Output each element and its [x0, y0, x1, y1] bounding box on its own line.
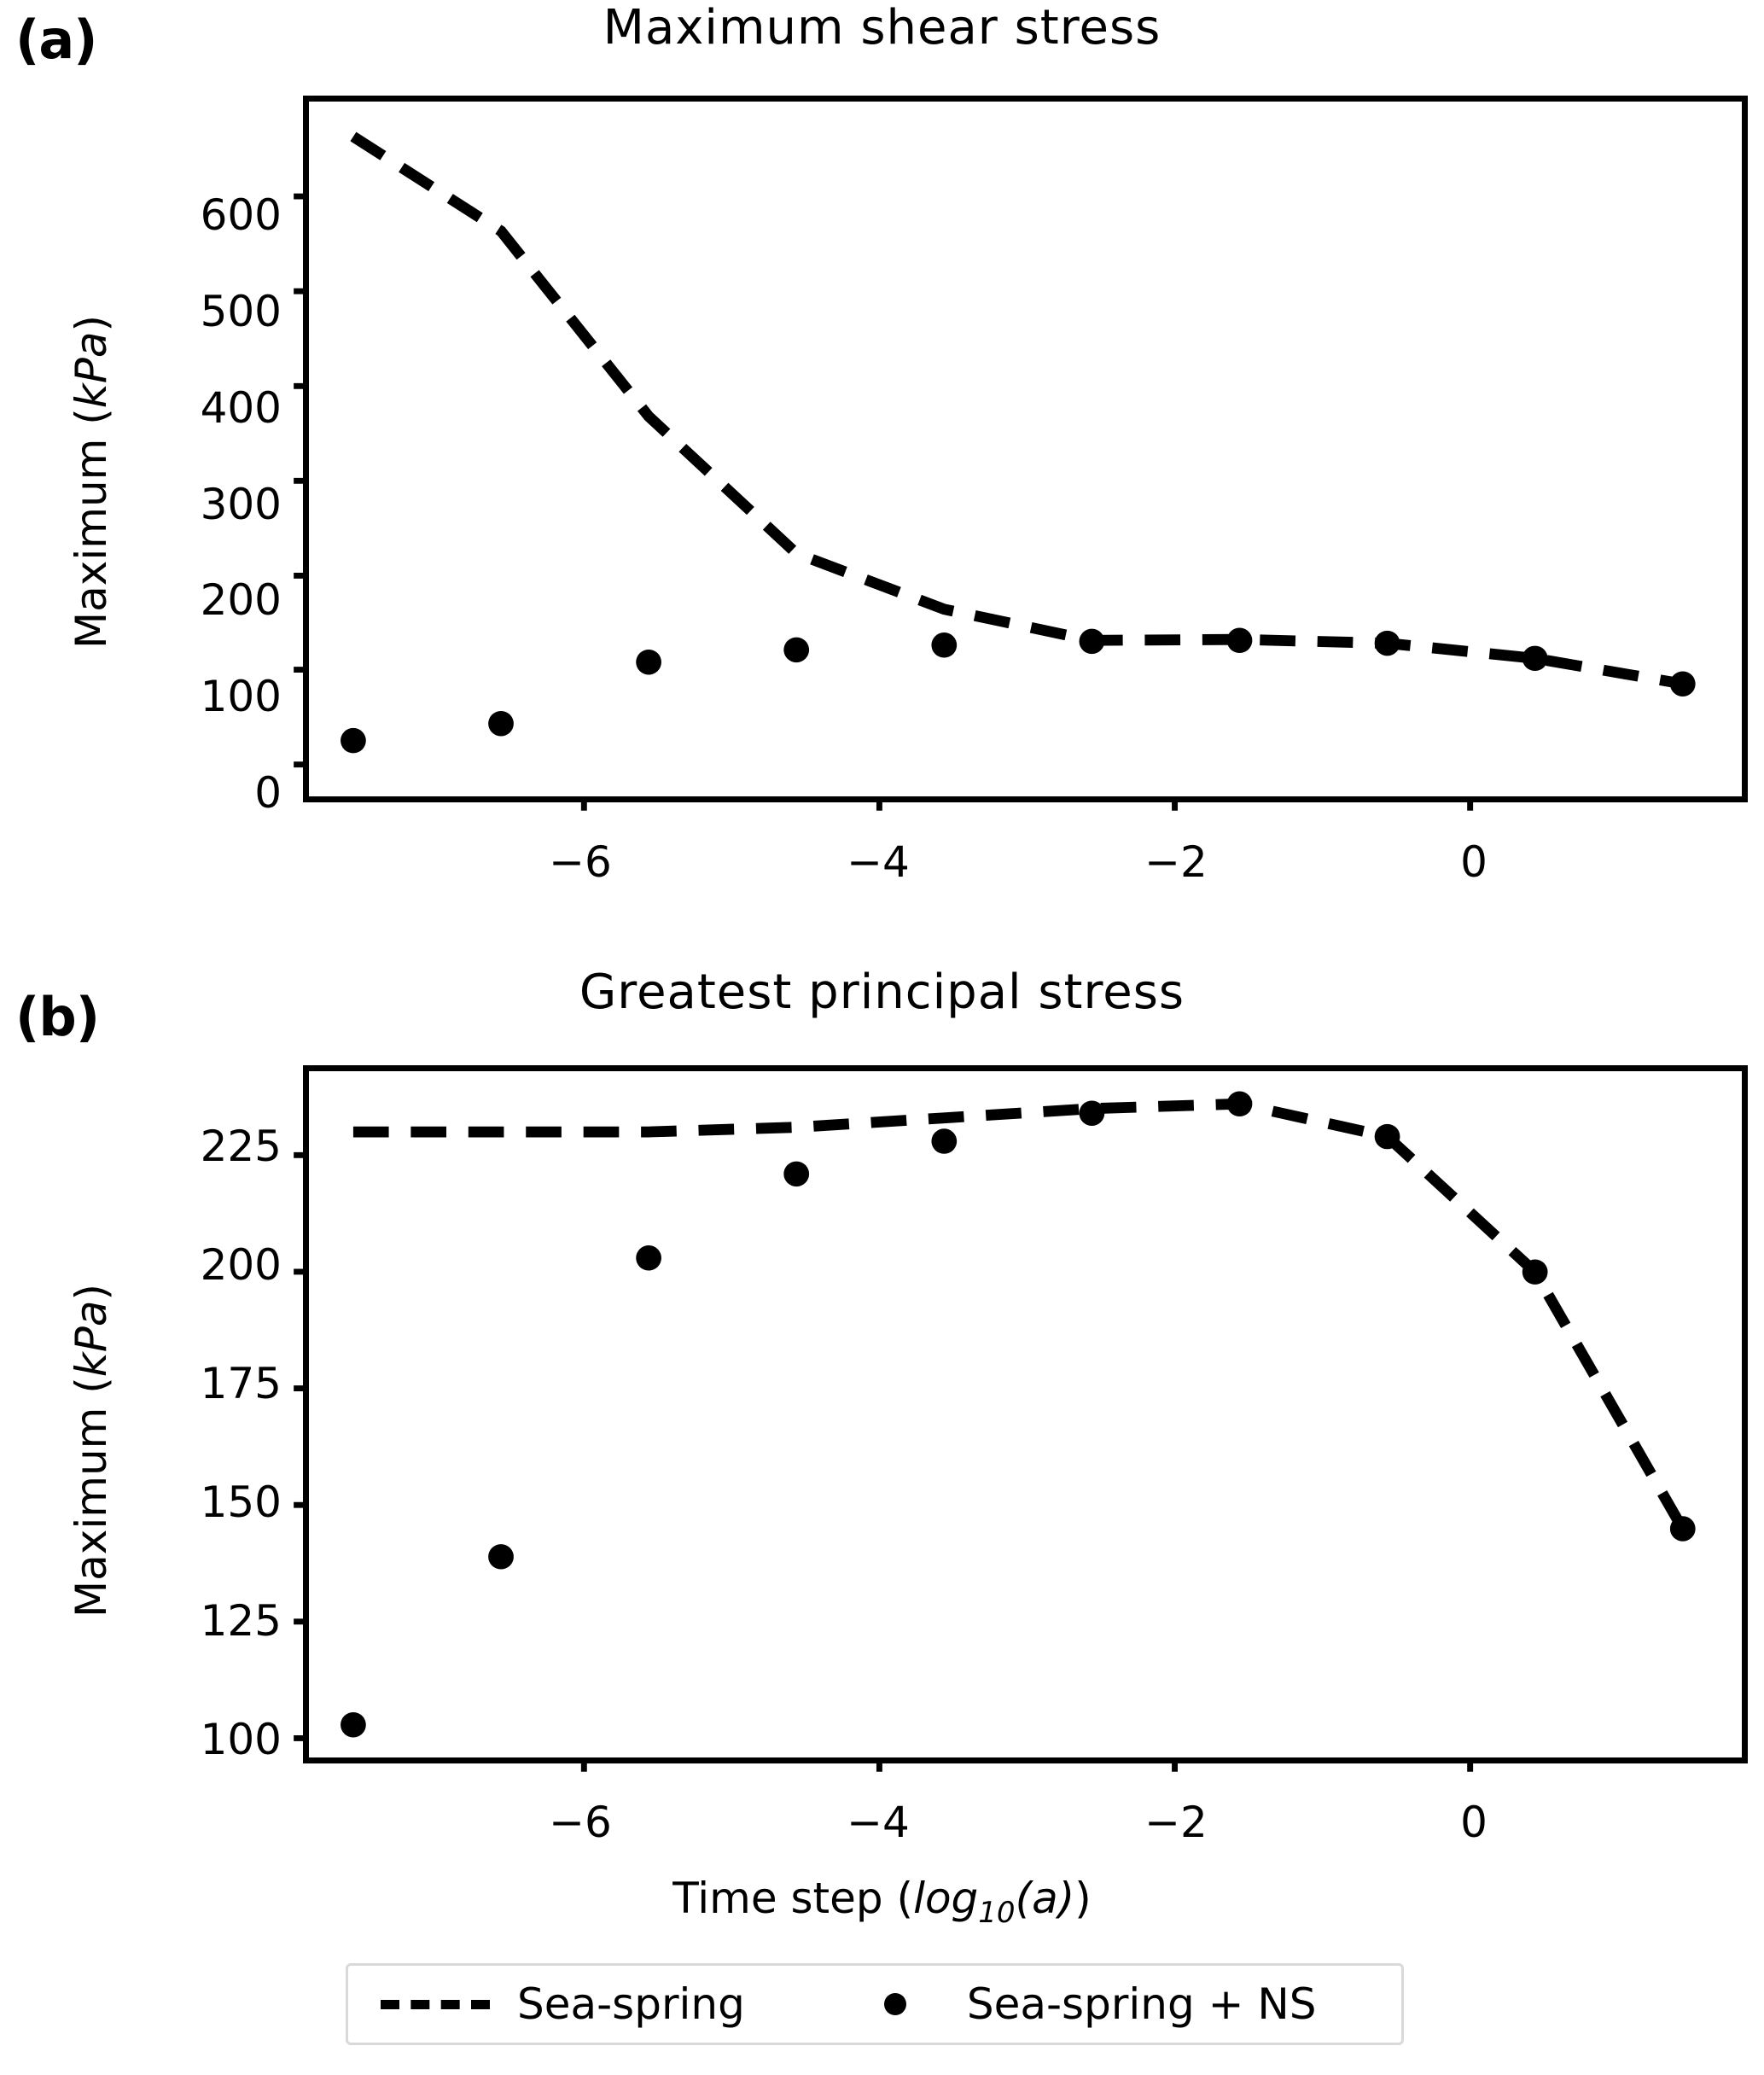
x-tick-b-0: 0 [1460, 1798, 1487, 1847]
legend-entry-sea-spring[interactable] [381, 1966, 745, 2043]
x-axis-label-log: log [913, 1874, 979, 1923]
y-axis-label-b-prefix: Maximum ( [67, 1377, 116, 1617]
y-tick-b-150: 150 [200, 1478, 282, 1527]
panel-label-a: (a) [15, 9, 97, 71]
legend-label-sea-spring-ns: Sea-spring + NS [966, 1979, 1317, 2029]
y-axis-label-a-unit: kPa [67, 331, 116, 409]
y-tick-a-0: 0 [254, 768, 282, 818]
x-tick-a--2: −2 [1144, 837, 1208, 887]
y-axis-label-a [67, 315, 116, 649]
plot-axes-b [303, 1065, 1748, 1763]
panel-label-b: (b) [15, 986, 100, 1048]
plot-axes-a [303, 96, 1748, 802]
x-axis-label-var: (a) [1015, 1874, 1075, 1923]
x-tick-b--6: −6 [549, 1798, 612, 1847]
tick-marks-a [309, 102, 1742, 796]
y-tick-a-400: 400 [200, 383, 282, 433]
plot-area-b [309, 1071, 1742, 1757]
chart-title-b: Greatest principal stress [579, 965, 1185, 1020]
x-tick-b--4: −4 [847, 1798, 910, 1847]
y-axis-label-b [67, 1284, 116, 1617]
legend-entry-sea-spring-ns[interactable] [839, 1966, 1317, 2043]
x-axis-label [0, 1874, 1764, 1930]
x-tick-a--6: −6 [549, 837, 612, 887]
tick-marks-b [309, 1071, 1742, 1757]
x-tick-b--2: −2 [1144, 1798, 1208, 1847]
chart-title-a: Maximum shear stress [603, 0, 1161, 55]
y-tick-a-600: 600 [200, 190, 282, 240]
plot-area-a [309, 102, 1742, 796]
y-tick-a-200: 200 [200, 575, 282, 625]
x-axis-label-suffix: ) [1074, 1874, 1092, 1923]
y-tick-b-225: 225 [200, 1122, 282, 1171]
y-axis-label-a-prefix: Maximum ( [67, 408, 116, 649]
y-tick-b-175: 175 [200, 1359, 282, 1408]
legend [346, 1963, 1404, 2045]
y-tick-a-300: 300 [200, 480, 282, 529]
dashed-line-icon [381, 2000, 490, 2009]
y-axis-label-a-suffix: ) [67, 314, 116, 332]
y-tick-a-100: 100 [200, 672, 282, 721]
y-axis-label-b-suffix: ) [67, 1283, 116, 1301]
x-axis-label-log-sub: 10 [978, 1896, 1016, 1930]
dot-marker-icon [839, 1993, 952, 2015]
y-tick-a-500: 500 [200, 287, 282, 336]
x-tick-a-0: 0 [1460, 837, 1487, 887]
legend-label-sea-spring: Sea-spring [517, 1979, 745, 2029]
y-axis-label-b-unit: kPa [67, 1300, 116, 1378]
y-tick-b-200: 200 [200, 1240, 282, 1290]
x-tick-a--4: −4 [847, 837, 910, 887]
y-tick-b-100: 100 [200, 1715, 282, 1764]
x-axis-label-prefix: Time step ( [672, 1874, 914, 1923]
y-tick-b-125: 125 [200, 1596, 282, 1646]
